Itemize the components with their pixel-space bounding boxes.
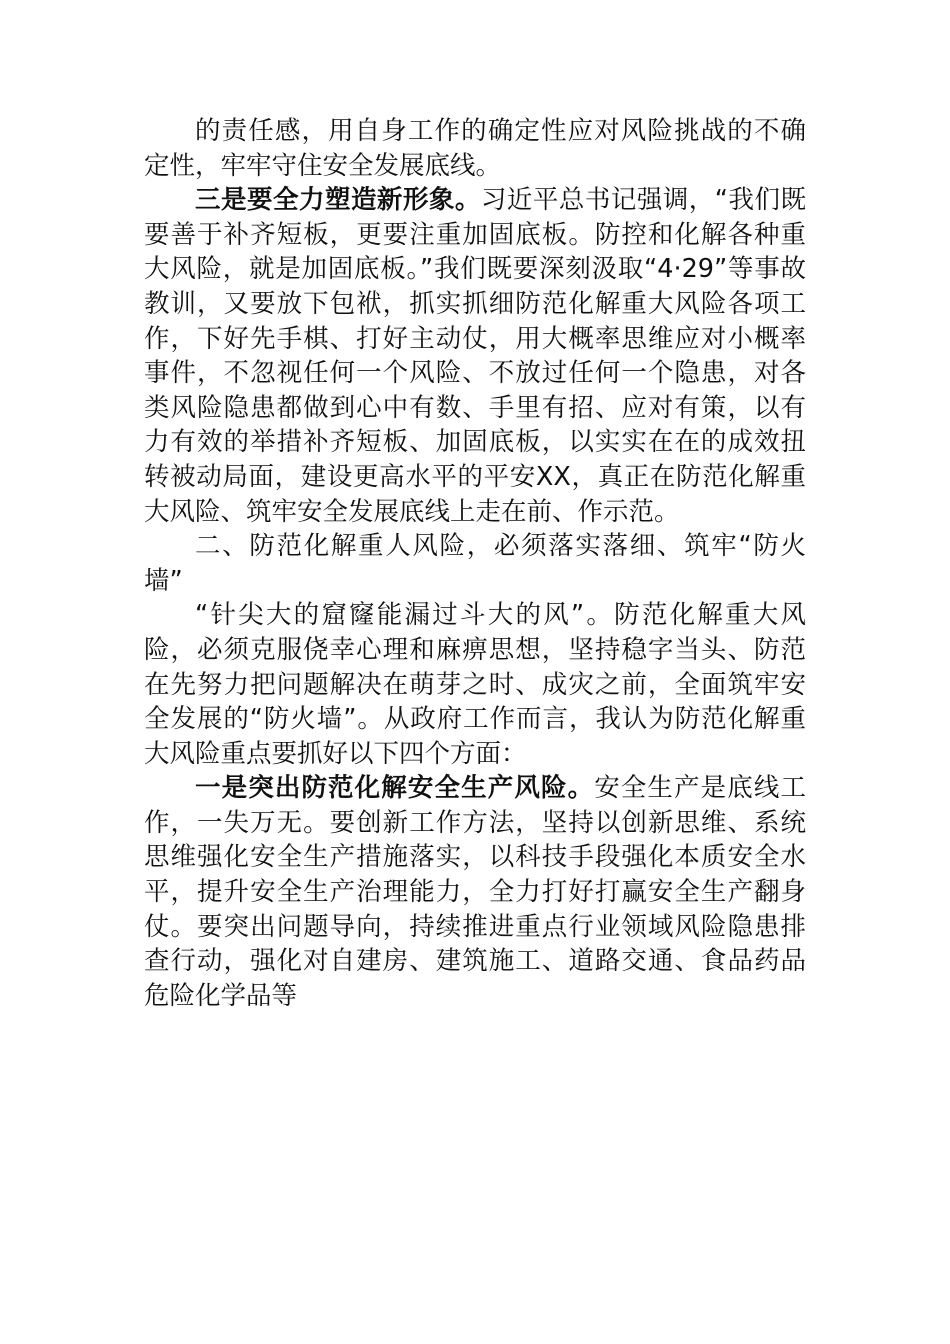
paragraph-text: 的责任感，用自身工作的确定性应对风险挑战的不确定性，牢牢守住安全发展底线。 (144, 116, 806, 181)
paragraph-text: “针尖大的窟窿能漏过斗大的风”。防范化解重大风险，必须克服侥幸心理和麻痹思想，坚持稳字当头、防范在先努力把问题解决在萌芽之时、成灾之前，全面筑牢安全发展的“防火墙”。从政府工作而言，我认为防范化解重大风险重点要抓好以下四个方面： (144, 600, 806, 769)
paragraph-lead: 三是要全力塑造新形象。 (195, 185, 481, 216)
paragraph-responsibility (144, 114, 806, 183)
paragraph-production-safety (144, 771, 806, 1013)
document-body (144, 114, 806, 1013)
paragraph-lead: 一是突出防范化解安全生产风险。 (195, 773, 595, 804)
paragraph-new-image (144, 183, 806, 529)
section-heading (144, 529, 806, 598)
section-heading-text: 二、防范化解重人风险，必须落实落细、筑牢“防火墙” (144, 531, 806, 596)
paragraph-text: 习近平总书记强调，“我们既要善于补齐短板，更要注重加固底板。防控和化解各种重大风险，就是加固底板。”我们既要深刻汲取“4·29”等事故教训，又要放下包袱，抓实抓细防范化解重大风险各项工作，下好先手棋、打好主动仗，用大概率思维应对小概率事件，不忽视任何一个风险、不放过任何一个隐患，对各类风险隐患都做到心中有数、手里有招、应对有策，以有力有效的举措补齐短板、加固底板，以实实在在的成效扭转被动局面，建设更高水平的平安XX，真正在防范化解重大风险、筑牢安全发展底线上走在前、作示范。 (144, 185, 806, 527)
paragraph-text: 安全生产是底线工作，一失万无。要创新工作方法，坚持以创新思维、系统思维强化安全生产措施落实，以科技手段强化本质安全水平，提升安全生产治理能力，全力打好打赢安全生产翻身仗。要突出问题导向，持续推进重点行业领域风险隐患排查行动，强化对自建房、建筑施工、道路交通、食品药品危险化学品等 (144, 773, 806, 1011)
paragraph-firewall (144, 598, 806, 771)
